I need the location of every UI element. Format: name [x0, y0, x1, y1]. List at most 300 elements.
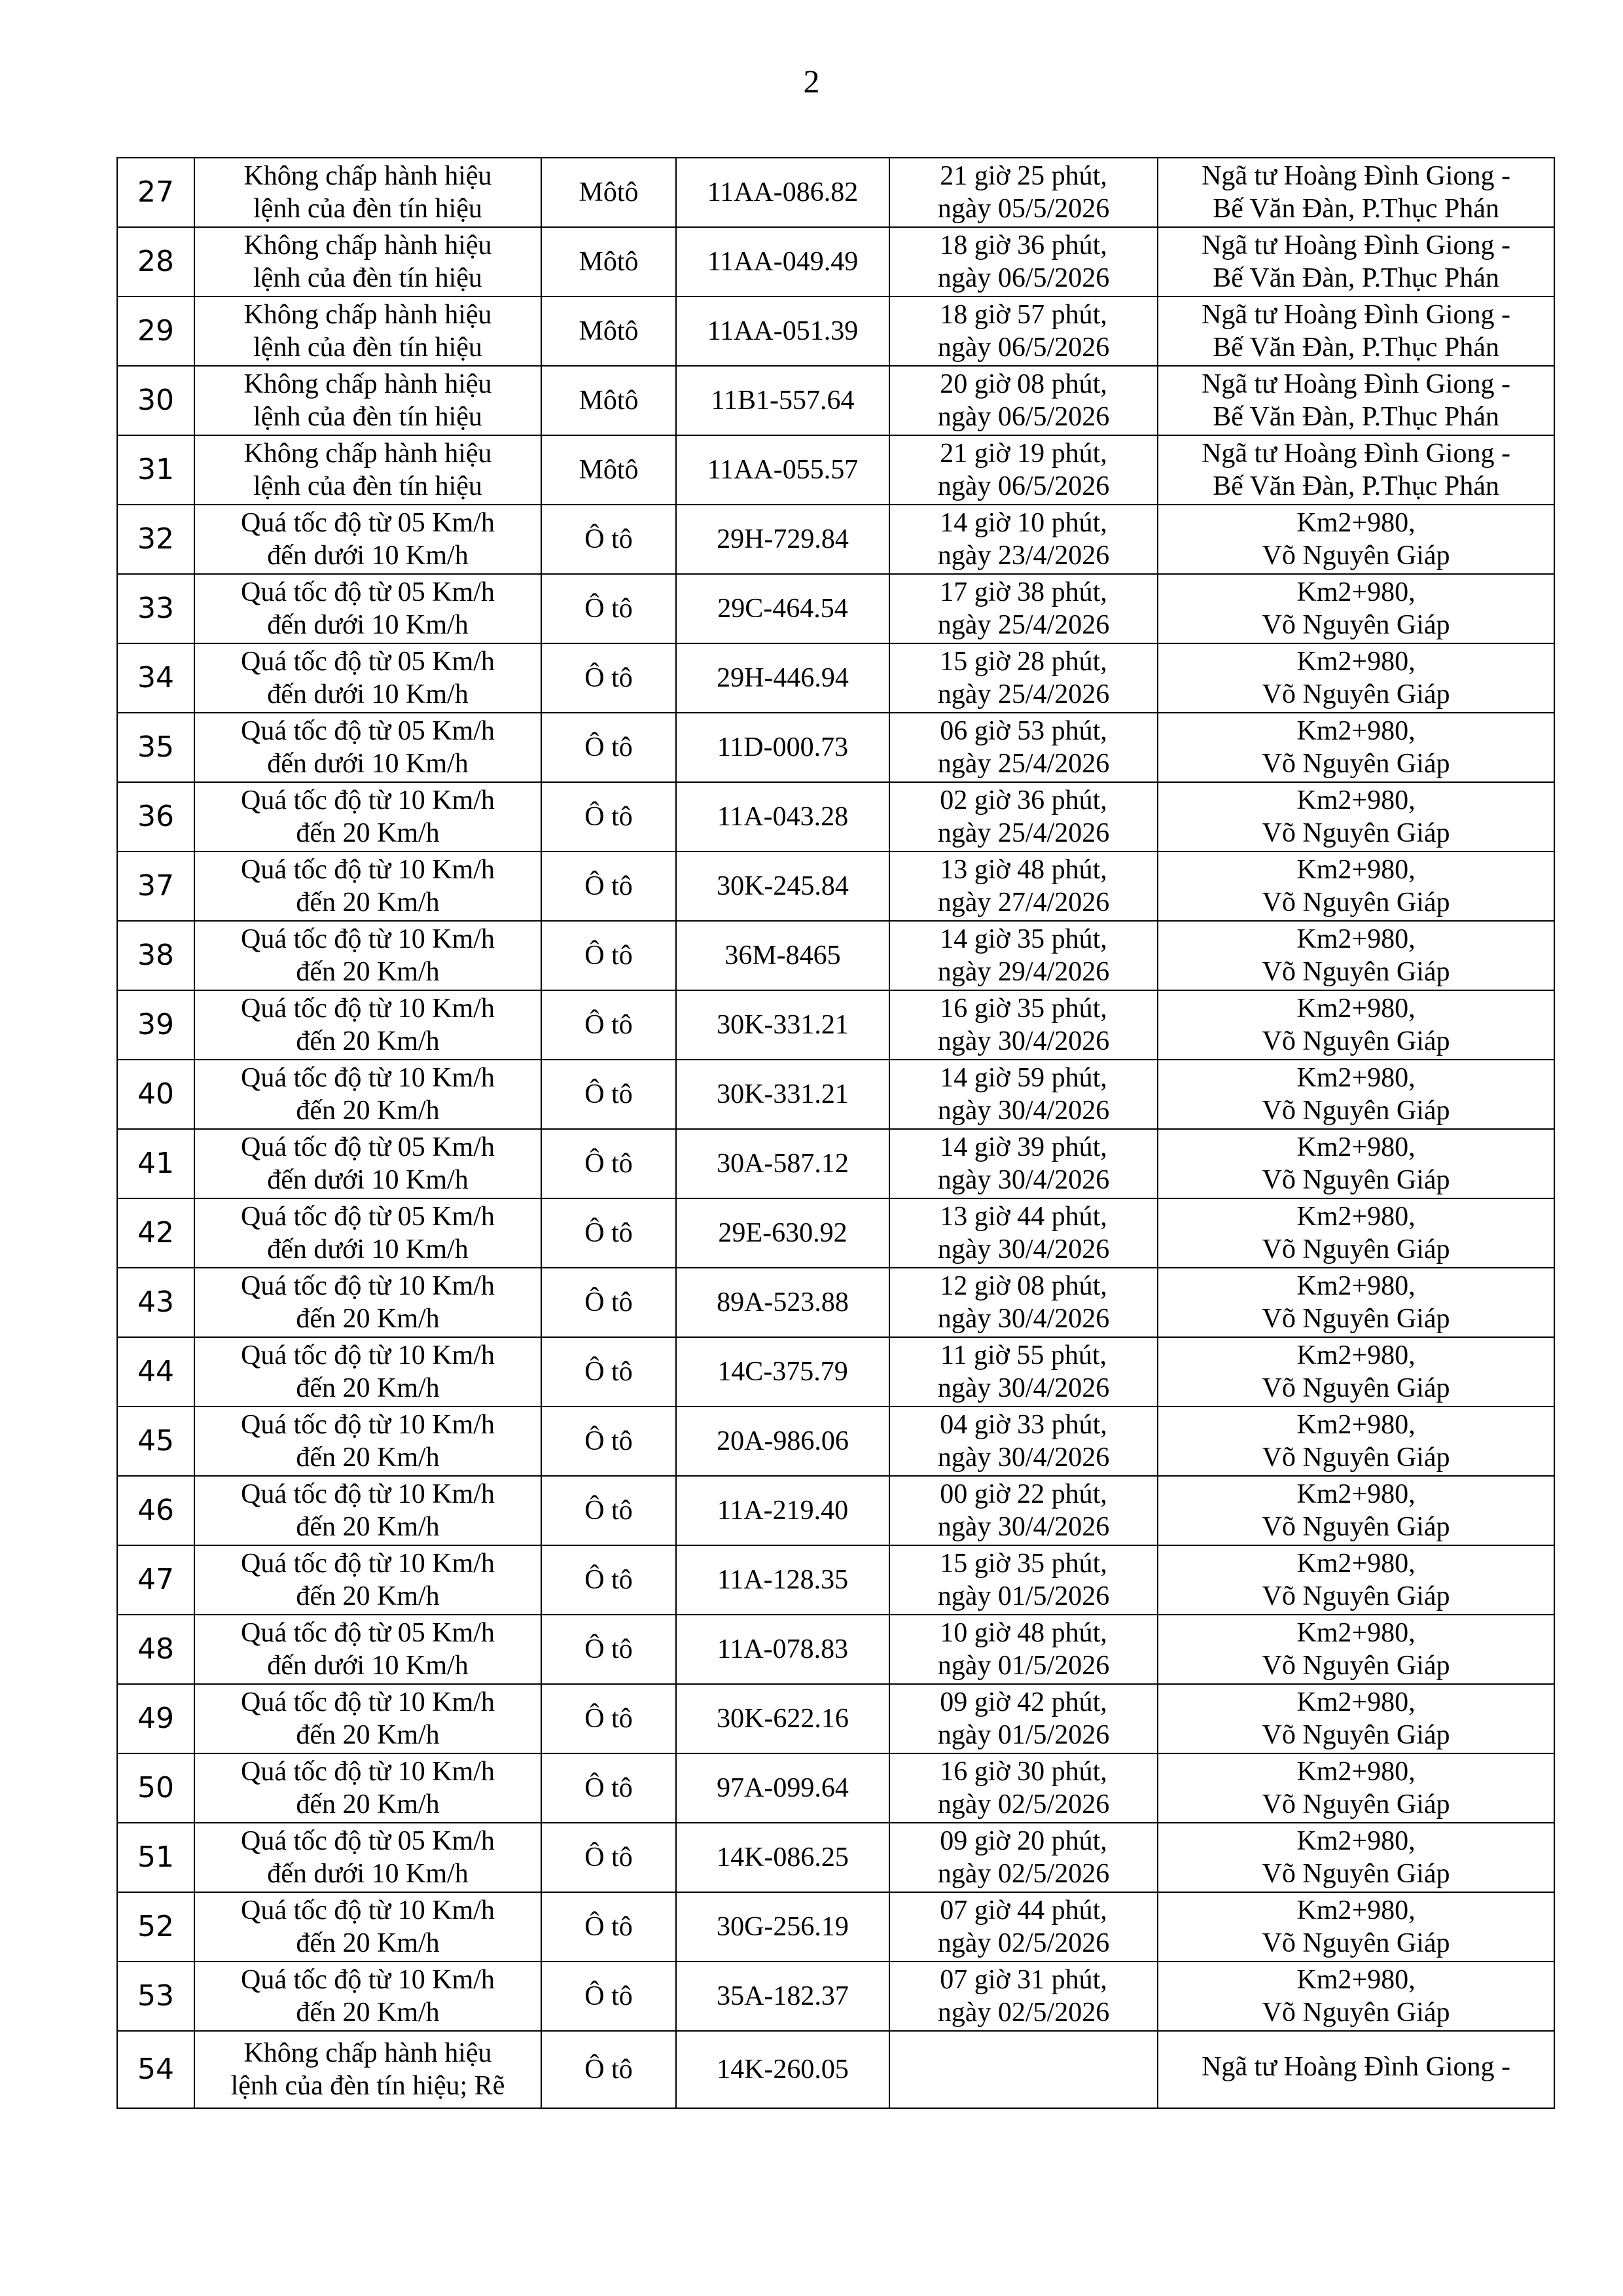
table-row: [117, 1337, 1554, 1407]
location-cell: [1158, 2031, 1554, 2108]
violation-cell: [194, 852, 541, 921]
violation-cell: [194, 1198, 541, 1268]
time-line: 09 giờ 20 phút,: [940, 1826, 1107, 1856]
violation-line: lệnh của đèn tín hiệu: [253, 332, 482, 363]
vehicle-type: Ô tô: [541, 1476, 676, 1545]
violation-cell: [194, 1753, 541, 1823]
violation-cell: [194, 505, 541, 574]
license-plate: 11AA-051.39: [676, 296, 889, 366]
table-row: [117, 158, 1554, 227]
row-number: 31: [117, 435, 194, 505]
location-cell: [1158, 1962, 1554, 2031]
location-line: Km2+980,: [1296, 1202, 1416, 1232]
vehicle-type: Ô tô: [541, 505, 676, 574]
table-row: [117, 1962, 1554, 2031]
vehicle-type: Ô tô: [541, 1337, 676, 1407]
table-row: [117, 713, 1554, 782]
violation-cell: [194, 2031, 541, 2108]
location-line: Km2+980,: [1296, 1549, 1416, 1579]
location-cell: [1158, 1892, 1554, 1962]
violation-line: đến dưới 10 Km/h: [267, 1234, 469, 1265]
table-row: [117, 921, 1554, 990]
date-line: ngày 05/5/2026: [937, 194, 1110, 224]
time-cell: [889, 1129, 1158, 1198]
time-cell: [889, 1962, 1158, 2031]
date-line: ngày 25/4/2026: [937, 679, 1110, 709]
page-number: 2: [803, 63, 820, 99]
vehicle-type: Môtô: [541, 366, 676, 435]
date-line: ngày 30/4/2026: [937, 1443, 1110, 1473]
vehicle-type: Ô tô: [541, 782, 676, 852]
violation-line: Quá tốc độ từ 05 Km/h: [241, 1826, 495, 1856]
violation-line: đến dưới 10 Km/h: [267, 610, 469, 640]
location-line: Võ Nguyên Giáp: [1262, 1998, 1450, 2028]
location-line: Km2+980,: [1296, 1826, 1416, 1856]
violation-cell: [194, 296, 541, 366]
row-number: 52: [117, 1892, 194, 1962]
date-line: ngày 30/4/2026: [937, 1373, 1110, 1403]
time-line: 15 giờ 28 phút,: [940, 647, 1107, 677]
location-line: Km2+980,: [1296, 1410, 1416, 1440]
location-cell: [1158, 1337, 1554, 1407]
date-line: ngày 25/4/2026: [937, 749, 1110, 779]
time-line: 10 giờ 48 phút,: [940, 1618, 1107, 1648]
time-cell: [889, 2031, 1158, 2108]
row-number: 43: [117, 1268, 194, 1337]
row-number: 46: [117, 1476, 194, 1545]
violations-table: [116, 157, 1555, 2109]
row-number: 47: [117, 1545, 194, 1615]
location-line: Km2+980,: [1296, 994, 1416, 1024]
violation-cell: [194, 1476, 541, 1545]
time-line: 16 giờ 30 phút,: [940, 1757, 1107, 1787]
date-line: ngày 02/5/2026: [937, 1928, 1110, 1958]
location-line: Võ Nguyên Giáp: [1262, 1373, 1450, 1403]
violation-line: Quá tốc độ từ 10 Km/h: [241, 1410, 495, 1440]
location-line: Ngã tư Hoàng Đình Giong -: [1202, 300, 1510, 330]
violation-line: đến 20 Km/h: [296, 1581, 440, 1611]
location-line: Võ Nguyên Giáp: [1262, 1234, 1450, 1265]
row-number: 37: [117, 852, 194, 921]
violation-cell: [194, 1268, 541, 1337]
violation-line: đến 20 Km/h: [296, 1998, 440, 2028]
vehicle-type: Môtô: [541, 296, 676, 366]
violation-line: Quá tốc độ từ 10 Km/h: [241, 1479, 495, 1509]
date-line: ngày 01/5/2026: [937, 1581, 1110, 1611]
location-line: Km2+980,: [1296, 1132, 1416, 1162]
row-number: 28: [117, 227, 194, 296]
violation-line: Quá tốc độ từ 10 Km/h: [241, 1687, 495, 1717]
location-cell: [1158, 1129, 1554, 1198]
violation-cell: [194, 1545, 541, 1615]
time-cell: [889, 852, 1158, 921]
time-line: 12 giờ 08 phút,: [940, 1271, 1107, 1301]
table-row: [117, 296, 1554, 366]
violation-line: Quá tốc độ từ 10 Km/h: [241, 1340, 495, 1371]
time-line: 13 giờ 48 phút,: [940, 855, 1107, 885]
vehicle-type: Ô tô: [541, 1060, 676, 1129]
row-number: 41: [117, 1129, 194, 1198]
violation-cell: [194, 1962, 541, 2031]
violation-line: Quá tốc độ từ 05 Km/h: [241, 508, 495, 538]
time-line: 02 giờ 36 phút,: [940, 785, 1107, 816]
time-cell: [889, 505, 1158, 574]
location-cell: [1158, 1198, 1554, 1268]
table-row: [117, 852, 1554, 921]
time-cell: [889, 782, 1158, 852]
violation-line: Quá tốc độ từ 10 Km/h: [241, 1895, 495, 1926]
date-line: ngày 30/4/2026: [937, 1026, 1110, 1056]
violation-line: Không chấp hành hiệu: [243, 439, 492, 469]
violation-line: Quá tốc độ từ 10 Km/h: [241, 1965, 495, 1995]
row-number: 49: [117, 1684, 194, 1753]
violation-line: đến dưới 10 Km/h: [267, 1859, 469, 1889]
license-plate: 14K-260.05: [676, 2031, 889, 2108]
violation-line: lệnh của đèn tín hiệu: [253, 402, 482, 432]
location-cell: [1158, 643, 1554, 713]
license-plate: 30K-331.21: [676, 990, 889, 1060]
vehicle-type: Ô tô: [541, 1268, 676, 1337]
date-line: ngày 02/5/2026: [937, 1859, 1110, 1889]
date-line: ngày 29/4/2026: [937, 957, 1110, 987]
table-row: [117, 1476, 1554, 1545]
time-line: 18 giờ 57 phút,: [940, 300, 1107, 330]
table-row: [117, 1753, 1554, 1823]
violation-line: đến 20 Km/h: [296, 1512, 440, 1542]
license-plate: 30G-256.19: [676, 1892, 889, 1962]
location-line: Võ Nguyên Giáp: [1262, 541, 1450, 571]
location-line: Km2+980,: [1296, 716, 1416, 746]
vehicle-type: Ô tô: [541, 574, 676, 643]
license-plate: 11A-128.35: [676, 1545, 889, 1615]
date-line: ngày 02/5/2026: [937, 1998, 1110, 2028]
time-cell: [889, 1060, 1158, 1129]
vehicle-type: Ô tô: [541, 990, 676, 1060]
date-line: ngày 02/5/2026: [937, 1789, 1110, 1820]
location-line: Ngã tư Hoàng Đình Giong -: [1202, 2052, 1510, 2082]
vehicle-type: Ô tô: [541, 1962, 676, 2031]
row-number: 48: [117, 1615, 194, 1684]
license-plate: 89A-523.88: [676, 1268, 889, 1337]
time-line: 18 giờ 36 phút,: [940, 230, 1107, 260]
time-cell: [889, 296, 1158, 366]
location-cell: [1158, 574, 1554, 643]
location-line: Võ Nguyên Giáp: [1262, 1720, 1450, 1750]
row-number: 30: [117, 366, 194, 435]
time-cell: [889, 1892, 1158, 1962]
time-cell: [889, 643, 1158, 713]
violation-line: Quá tốc độ từ 10 Km/h: [241, 1063, 495, 1093]
location-cell: [1158, 366, 1554, 435]
location-line: Km2+980,: [1296, 855, 1416, 885]
row-number: 38: [117, 921, 194, 990]
location-cell: [1158, 1823, 1554, 1892]
time-cell: [889, 713, 1158, 782]
row-number: 32: [117, 505, 194, 574]
violation-line: đến 20 Km/h: [296, 1928, 440, 1958]
location-line: Km2+980,: [1296, 1340, 1416, 1371]
row-number: 29: [117, 296, 194, 366]
location-cell: [1158, 1407, 1554, 1476]
violation-cell: [194, 921, 541, 990]
violation-line: Quá tốc độ từ 10 Km/h: [241, 785, 495, 816]
location-cell: [1158, 158, 1554, 227]
license-plate: 97A-099.64: [676, 1753, 889, 1823]
row-number: 45: [117, 1407, 194, 1476]
time-line: 16 giờ 35 phút,: [940, 994, 1107, 1024]
location-line: Km2+980,: [1296, 1479, 1416, 1509]
location-line: Võ Nguyên Giáp: [1262, 818, 1450, 848]
time-line: 14 giờ 35 phút,: [940, 924, 1107, 954]
time-line: 04 giờ 33 phút,: [940, 1410, 1107, 1440]
violation-line: lệnh của đèn tín hiệu: [253, 263, 482, 293]
table-row: [117, 1407, 1554, 1476]
location-line: Ngã tư Hoàng Đình Giong -: [1202, 230, 1510, 260]
time-line: 20 giờ 08 phút,: [940, 369, 1107, 399]
time-cell: [889, 1268, 1158, 1337]
location-line: Ngã tư Hoàng Đình Giong -: [1202, 161, 1510, 191]
location-cell: [1158, 435, 1554, 505]
violation-line: đến 20 Km/h: [296, 1096, 440, 1126]
time-cell: [889, 1476, 1158, 1545]
location-cell: [1158, 1545, 1554, 1615]
violation-cell: [194, 1892, 541, 1962]
license-plate: 11AA-055.57: [676, 435, 889, 505]
violation-line: Quá tốc độ từ 10 Km/h: [241, 1757, 495, 1787]
violation-cell: [194, 1615, 541, 1684]
table-row: [117, 990, 1554, 1060]
violation-cell: [194, 227, 541, 296]
vehicle-type: Ô tô: [541, 1753, 676, 1823]
location-cell: [1158, 505, 1554, 574]
table-row: [117, 782, 1554, 852]
table-row: [117, 2031, 1554, 2108]
date-line: ngày 30/4/2026: [937, 1304, 1110, 1334]
row-number: 51: [117, 1823, 194, 1892]
table-row: [117, 366, 1554, 435]
location-line: Bế Văn Đàn, P.Thục Phán: [1213, 194, 1499, 224]
license-plate: 11AA-086.82: [676, 158, 889, 227]
date-line: ngày 30/4/2026: [937, 1234, 1110, 1265]
table-row: [117, 1823, 1554, 1892]
table-row: [117, 1684, 1554, 1753]
location-line: Võ Nguyên Giáp: [1262, 888, 1450, 918]
license-plate: 30K-622.16: [676, 1684, 889, 1753]
violation-line: Không chấp hành hiệu: [243, 161, 492, 191]
date-line: ngày 30/4/2026: [937, 1096, 1110, 1126]
license-plate: 11AA-049.49: [676, 227, 889, 296]
date-line: ngày 01/5/2026: [937, 1720, 1110, 1750]
violation-line: đến 20 Km/h: [296, 1304, 440, 1334]
location-line: Km2+980,: [1296, 1618, 1416, 1648]
vehicle-type: Ô tô: [541, 1684, 676, 1753]
table-row: [117, 1268, 1554, 1337]
location-cell: [1158, 782, 1554, 852]
location-cell: [1158, 1060, 1554, 1129]
time-cell: [889, 1337, 1158, 1407]
license-plate: 11A-219.40: [676, 1476, 889, 1545]
violation-line: Quá tốc độ từ 05 Km/h: [241, 716, 495, 746]
time-line: 11 giờ 55 phút,: [940, 1340, 1107, 1371]
date-line: ngày 06/5/2026: [937, 471, 1110, 501]
vehicle-type: Ô tô: [541, 852, 676, 921]
violation-line: lệnh của đèn tín hiệu; Rẽ: [230, 2071, 505, 2101]
time-line: 06 giờ 53 phút,: [940, 716, 1107, 746]
location-line: Võ Nguyên Giáp: [1262, 957, 1450, 987]
violation-line: Quá tốc độ từ 05 Km/h: [241, 577, 495, 607]
license-plate: 14K-086.25: [676, 1823, 889, 1892]
table-row: [117, 1545, 1554, 1615]
time-cell: [889, 227, 1158, 296]
vehicle-type: Ô tô: [541, 1129, 676, 1198]
vehicle-type: Ô tô: [541, 2031, 676, 2108]
location-line: Võ Nguyên Giáp: [1262, 1443, 1450, 1473]
license-plate: 11D-000.73: [676, 713, 889, 782]
violation-line: Không chấp hành hiệu: [243, 369, 492, 399]
date-line: ngày 27/4/2026: [937, 888, 1110, 918]
violation-line: đến dưới 10 Km/h: [267, 1165, 469, 1195]
vehicle-type: Ô tô: [541, 1545, 676, 1615]
location-line: Võ Nguyên Giáp: [1262, 610, 1450, 640]
row-number: 27: [117, 158, 194, 227]
row-number: 53: [117, 1962, 194, 2031]
table-row: [117, 1129, 1554, 1198]
time-cell: [889, 1823, 1158, 1892]
time-cell: [889, 1407, 1158, 1476]
violation-line: đến 20 Km/h: [296, 1443, 440, 1473]
row-number: 36: [117, 782, 194, 852]
time-line: 15 giờ 35 phút,: [940, 1549, 1107, 1579]
violation-line: đến 20 Km/h: [296, 1789, 440, 1820]
location-line: Km2+980,: [1296, 577, 1416, 607]
location-cell: [1158, 1753, 1554, 1823]
time-cell: [889, 1615, 1158, 1684]
table-row: [117, 1615, 1554, 1684]
violation-line: đến 20 Km/h: [296, 1026, 440, 1056]
violation-line: đến 20 Km/h: [296, 1720, 440, 1750]
time-line: 14 giờ 39 phút,: [940, 1132, 1107, 1162]
license-plate: 11A-043.28: [676, 782, 889, 852]
time-cell: [889, 1198, 1158, 1268]
vehicle-type: Ô tô: [541, 643, 676, 713]
location-line: Ngã tư Hoàng Đình Giong -: [1202, 369, 1510, 399]
date-line: ngày 25/4/2026: [937, 818, 1110, 848]
row-number: 33: [117, 574, 194, 643]
license-plate: 36M-8465: [676, 921, 889, 990]
time-line: 07 giờ 44 phút,: [940, 1895, 1107, 1926]
license-plate: 11B1-557.64: [676, 366, 889, 435]
location-line: Bế Văn Đàn, P.Thục Phán: [1213, 402, 1499, 432]
location-cell: [1158, 1615, 1554, 1684]
table-row: [117, 1198, 1554, 1268]
location-line: Km2+980,: [1296, 1687, 1416, 1717]
location-line: Võ Nguyên Giáp: [1262, 1789, 1450, 1820]
date-line: ngày 06/5/2026: [937, 263, 1110, 293]
date-line: ngày 30/4/2026: [937, 1512, 1110, 1542]
violation-cell: [194, 782, 541, 852]
row-number: 54: [117, 2031, 194, 2108]
location-line: Võ Nguyên Giáp: [1262, 679, 1450, 709]
time-cell: [889, 990, 1158, 1060]
location-line: Km2+980,: [1296, 508, 1416, 538]
location-line: Võ Nguyên Giáp: [1262, 1928, 1450, 1958]
location-line: Km2+980,: [1296, 647, 1416, 677]
violation-line: Không chấp hành hiệu: [243, 2038, 492, 2068]
time-cell: [889, 435, 1158, 505]
license-plate: 29H-729.84: [676, 505, 889, 574]
row-number: 39: [117, 990, 194, 1060]
violation-line: Không chấp hành hiệu: [243, 300, 492, 330]
row-number: 42: [117, 1198, 194, 1268]
violation-cell: [194, 1337, 541, 1407]
location-cell: [1158, 921, 1554, 990]
violation-line: Quá tốc độ từ 05 Km/h: [241, 647, 495, 677]
location-line: Km2+980,: [1296, 1271, 1416, 1301]
time-line: 14 giờ 10 phút,: [940, 508, 1107, 538]
violation-cell: [194, 1684, 541, 1753]
location-cell: [1158, 1684, 1554, 1753]
violation-line: lệnh của đèn tín hiệu: [253, 194, 482, 224]
location-line: Bế Văn Đàn, P.Thục Phán: [1213, 263, 1499, 293]
location-line: Võ Nguyên Giáp: [1262, 1651, 1450, 1681]
row-number: 34: [117, 643, 194, 713]
table-row: [117, 435, 1554, 505]
vehicle-type: Ô tô: [541, 1407, 676, 1476]
date-line: ngày 01/5/2026: [937, 1651, 1110, 1681]
date-line: ngày 25/4/2026: [937, 610, 1110, 640]
violation-cell: [194, 1407, 541, 1476]
time-line: 09 giờ 42 phút,: [940, 1687, 1107, 1717]
table-row: [117, 1060, 1554, 1129]
license-plate: 29H-446.94: [676, 643, 889, 713]
location-line: Võ Nguyên Giáp: [1262, 1581, 1450, 1611]
time-line: 00 giờ 22 phút,: [940, 1479, 1107, 1509]
table-row: [117, 643, 1554, 713]
row-number: 40: [117, 1060, 194, 1129]
license-plate: 29C-464.54: [676, 574, 889, 643]
row-number: 50: [117, 1753, 194, 1823]
vehicle-type: Ô tô: [541, 713, 676, 782]
time-cell: [889, 574, 1158, 643]
vehicle-type: Ô tô: [541, 1615, 676, 1684]
location-cell: [1158, 990, 1554, 1060]
violation-line: đến 20 Km/h: [296, 818, 440, 848]
violation-line: đến dưới 10 Km/h: [267, 679, 469, 709]
location-line: Km2+980,: [1296, 1757, 1416, 1787]
location-line: Võ Nguyên Giáp: [1262, 749, 1450, 779]
violation-line: Quá tốc độ từ 10 Km/h: [241, 1549, 495, 1579]
location-line: Km2+980,: [1296, 924, 1416, 954]
violation-cell: [194, 1129, 541, 1198]
violation-line: đến 20 Km/h: [296, 957, 440, 987]
location-line: Km2+980,: [1296, 1895, 1416, 1926]
violation-line: Quá tốc độ từ 10 Km/h: [241, 924, 495, 954]
location-line: Bế Văn Đàn, P.Thục Phán: [1213, 332, 1499, 363]
time-line: 07 giờ 31 phút,: [940, 1965, 1107, 1995]
vehicle-type: Ô tô: [541, 1823, 676, 1892]
time-cell: [889, 1753, 1158, 1823]
violation-line: đến dưới 10 Km/h: [267, 1651, 469, 1681]
location-cell: [1158, 296, 1554, 366]
violation-cell: [194, 643, 541, 713]
location-line: Võ Nguyên Giáp: [1262, 1859, 1450, 1889]
violation-cell: [194, 713, 541, 782]
location-line: Bế Văn Đàn, P.Thục Phán: [1213, 471, 1499, 501]
vehicle-type: Môtô: [541, 435, 676, 505]
location-line: Km2+980,: [1296, 1965, 1416, 1995]
license-plate: 29E-630.92: [676, 1198, 889, 1268]
license-plate: 20A-986.06: [676, 1407, 889, 1476]
